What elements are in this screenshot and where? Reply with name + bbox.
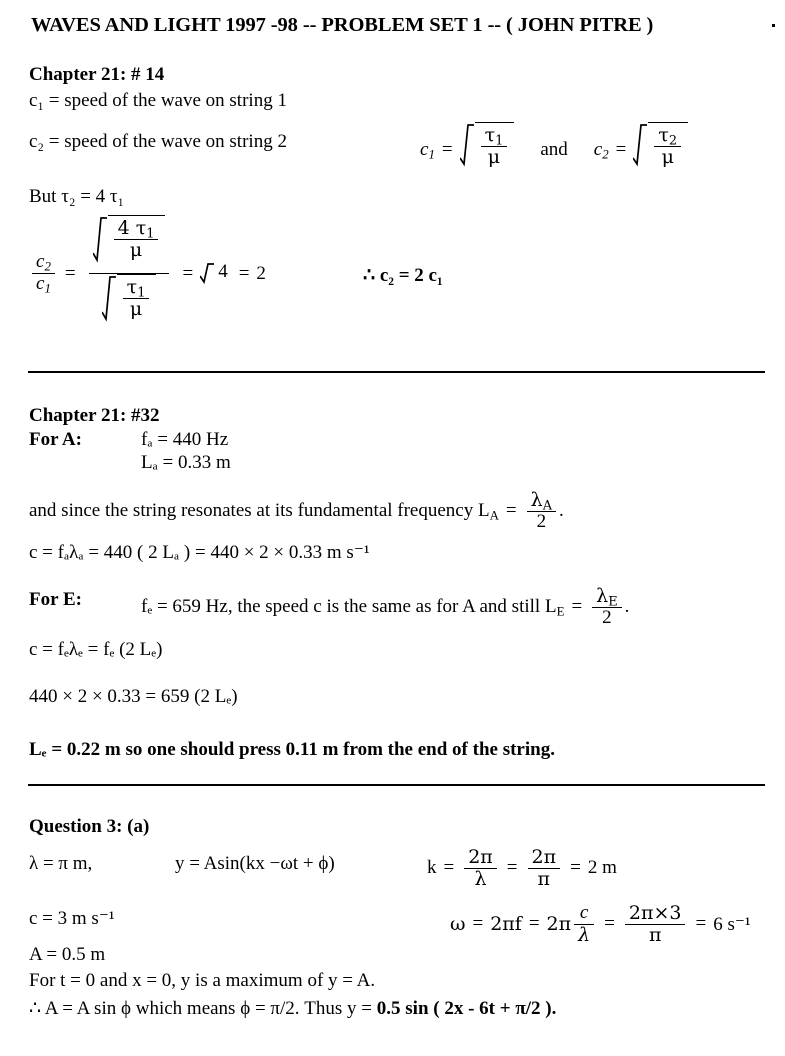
equation-wave-speeds — [420, 122, 688, 178]
denominator-c1: $c_1$ — [32, 273, 55, 295]
for-e-text: fₑ = 659 Hz, the speed c is the same as for A and still L — [141, 596, 557, 618]
sqrt-tau1-over-mu — [460, 122, 515, 178]
sqrt-tau1-over-mu-lower — [102, 274, 157, 332]
for-a-length: Lₐ = 0.33 m — [141, 452, 231, 473]
resonance-L-sub: A — [489, 507, 499, 523]
radical-sign-icon — [102, 274, 116, 332]
denominator-mu: μ — [123, 298, 150, 320]
omega-symbol: ω — [450, 913, 466, 936]
k-equals-3: = — [570, 857, 581, 879]
omega-2pif: 2πf — [490, 913, 522, 936]
for-e-label: For E: — [29, 589, 82, 610]
denominator-2: 2 — [527, 511, 556, 533]
omega-result-value: 6 s⁻¹ — [713, 913, 751, 935]
k-result-value: 2 m — [587, 857, 617, 879]
fraction-2pi-over-lambda — [464, 847, 497, 889]
denominator-2: 2 — [592, 607, 621, 629]
denominator-mu: μ — [114, 239, 159, 261]
denominator-mu: μ — [654, 146, 681, 168]
resonance-equals: = — [505, 500, 517, 522]
final-answer-prefix: ∴ A = A sin ϕ which means ϕ = π/2. Thus y = — [29, 998, 377, 1019]
resonance-period: . — [559, 500, 564, 522]
for-a-label: For A: — [29, 429, 82, 450]
initial-condition-line: For t = 0 and x = 0, y is a maximum of y = A. — [29, 970, 376, 991]
numerator-lambdaA: $\lambda_A$ — [530, 489, 553, 514]
numerator-sqrt-4tau1-mu — [89, 215, 170, 273]
radical-sign-icon — [200, 261, 214, 287]
equation-wave-number — [427, 847, 617, 889]
fraction-2pi-over-pi — [528, 847, 561, 889]
fraction-tau2-mu — [654, 125, 681, 167]
for-e-period: . — [624, 596, 630, 618]
ratio-result-value: 2 — [256, 262, 266, 284]
numerator-c2: $c_2$ — [36, 251, 51, 275]
wavelength-value: λ = π m, — [29, 853, 93, 874]
sqrt-4tau1-over-mu — [93, 215, 166, 273]
numerator-tau1: $\tau_1$ — [126, 276, 146, 301]
amplitude-value: A = 0.5 m — [29, 944, 106, 965]
ratio-equals-2: = — [182, 262, 194, 284]
c1-symbol: $c_1$ — [420, 139, 435, 162]
radical-sign-icon — [93, 215, 107, 273]
speed-equation-a: c = fₐλₐ = 440 ( 2 Lₐ ) = 440 × 2 × 0.33 m s⁻¹ — [29, 542, 370, 563]
k-symbol: k — [427, 857, 437, 879]
radicand-4tau1-mu — [108, 215, 166, 260]
denominator-lambda: λ — [574, 924, 594, 946]
numerator-4tau1: 4 $\tau_1$ — [117, 217, 155, 242]
denominator-lambda: λ — [464, 868, 497, 890]
denominator-pi: π — [528, 868, 561, 890]
for-e-L-sub: E — [556, 603, 565, 619]
k-equals-2: = — [506, 857, 518, 879]
equation-angular-frequency — [450, 903, 751, 945]
conjunction-and: and — [540, 139, 568, 160]
final-answer-expression: 0.5 sin ( 2x - 6t + π/2 ). — [376, 998, 557, 1019]
fraction-tau1-mu — [481, 125, 508, 167]
radical-sign-icon — [633, 122, 647, 178]
numerator-tau1: $\tau_1$ — [484, 124, 504, 149]
fraction-lambdaA-over-2 — [527, 490, 556, 532]
numerator-2pi: 2π — [531, 846, 557, 868]
k-equals-1: = — [443, 857, 455, 879]
for-e-equals: = — [571, 596, 583, 618]
c1-equals: = — [441, 139, 453, 160]
numerator-lambdaE: $\lambda_E$ — [596, 585, 618, 610]
fraction-4tau1-mu — [114, 218, 159, 260]
ratio-equals-3: = — [238, 262, 250, 284]
fraction-lambdaE-over-2 — [592, 586, 621, 628]
answer-press-position: Lₑ = 0.22 m so one should press 0.11 m from the end of the string. — [29, 739, 555, 760]
for-a-frequency: fₐ = 440 Hz — [141, 429, 229, 450]
section-heading-question3: Question 3: (a) — [29, 816, 150, 837]
definition-c2: c₂ = speed of the wave on string 2 — [29, 131, 287, 152]
denominator-pi: π — [625, 924, 686, 946]
fraction-c2-over-c1 — [32, 252, 55, 294]
numerator-2pi: 2π — [468, 846, 493, 868]
speed-equation-e: c = fₑλₑ = fₑ (2 Lₑ) — [29, 639, 163, 660]
section-divider-1 — [28, 371, 765, 373]
resonance-statement-a — [29, 490, 564, 532]
numeric-substitution-line: 440 × 2 × 0.33 = 659 (2 Lₑ) — [29, 686, 238, 707]
fraction-c-over-lambda — [574, 903, 594, 945]
tension-relation: But τ₂ = 4 τ₁ — [29, 186, 125, 207]
for-e-statement — [141, 586, 629, 628]
omega-equals-2: = — [528, 913, 540, 935]
scan-speck-artifact — [772, 24, 775, 27]
ratio-equals-1: = — [64, 262, 76, 284]
wave-equation-general: y = Asin(kx −ωt + ϕ) — [175, 853, 335, 874]
c2-equals: = — [615, 139, 627, 160]
omega-equals-4: = — [695, 913, 707, 935]
wave-speed-value: c = 3 m s⁻¹ — [29, 908, 115, 929]
radical-sign-icon — [460, 122, 474, 178]
conclusion-c2-equals-2c1: ∴ c₂ = 2 c₁ — [363, 265, 443, 286]
denominator-sqrt-tau1-mu — [89, 273, 170, 332]
fraction-2pi3-over-pi — [625, 903, 686, 945]
sqrt-four — [200, 261, 232, 287]
omega-equals-1: = — [472, 913, 484, 935]
section-heading-ch21-14: Chapter 21: # 14 — [29, 64, 165, 85]
fraction-nested-radicals — [89, 215, 170, 332]
numerator-2pi-times-3: 2π×3 — [628, 902, 682, 924]
radicand-tau2-mu — [648, 122, 688, 167]
section-divider-2 — [28, 784, 765, 786]
omega-equals-3: = — [604, 913, 615, 935]
resonance-text: and since the string resonates at its fundamental frequency L — [29, 500, 490, 522]
radicand-tau1-mu-lower — [117, 274, 157, 319]
fraction-tau1-mu-lower — [123, 277, 150, 319]
equation-speed-ratio — [29, 215, 266, 332]
numerator-tau2: $\tau_2$ — [658, 124, 678, 149]
radicand-tau1-mu — [475, 122, 515, 167]
sqrt-tau2-over-mu — [633, 122, 688, 178]
page-title: WAVES AND LIGHT 1997 -98 -- PROBLEM SET 1 -- ( JOHN PITRE ) — [31, 14, 654, 36]
definition-c1: c₁ = speed of the wave on string 1 — [29, 90, 287, 111]
omega-2pi-coefficient: 2π — [546, 913, 572, 936]
section-heading-ch21-32: Chapter 21: #32 — [29, 405, 160, 426]
radicand-four: 4 — [218, 260, 228, 282]
denominator-mu: μ — [481, 146, 508, 168]
numerator-c: c — [579, 902, 589, 923]
final-answer-line — [29, 997, 556, 1020]
c2-symbol: $c_2$ — [593, 139, 609, 162]
